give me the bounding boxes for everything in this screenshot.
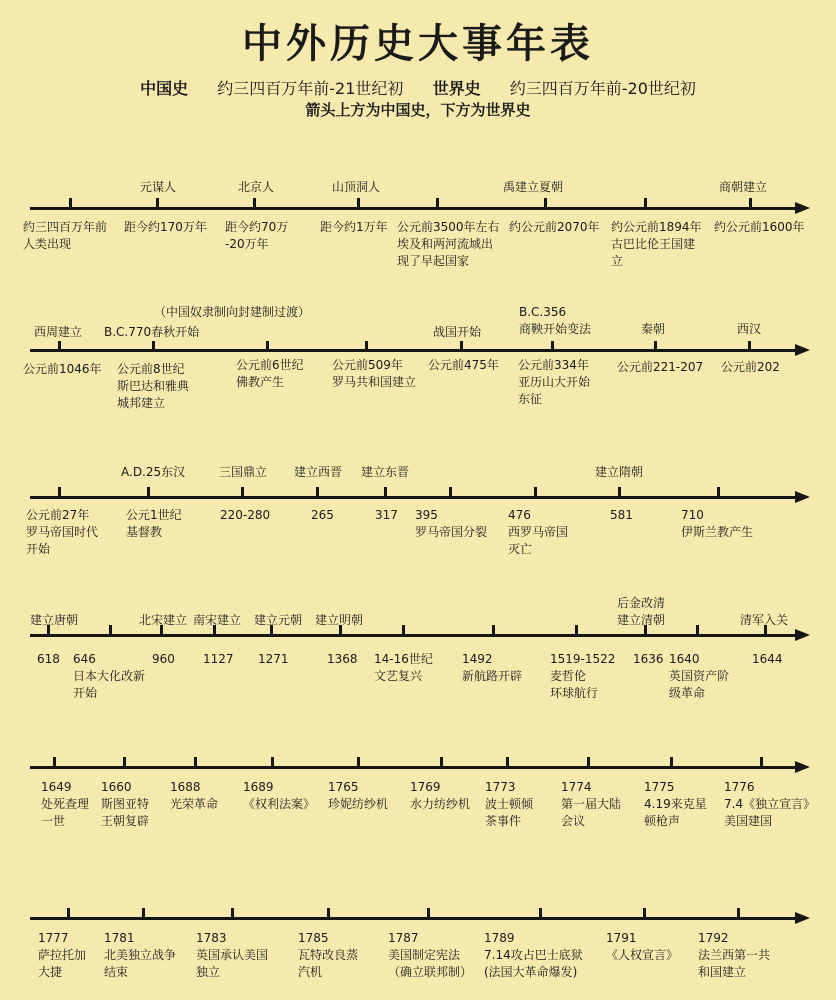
world-event-label: 1777 萨拉托加 大捷 [38, 931, 87, 979]
world-event-label: 1368 [327, 652, 358, 666]
world-event-label: 1781 北美独立战争 结束 [104, 931, 177, 979]
timeline-tick [748, 341, 751, 352]
timeline-tick [109, 625, 112, 636]
timeline-tick [737, 908, 740, 919]
china-event-label: 北京人 [238, 180, 275, 194]
world-event-label: 1785 瓦特改良蒸 汽机 [298, 931, 359, 979]
timeline-tick [760, 757, 763, 768]
china-event-label: 清军入关 [740, 613, 789, 627]
world-event-label: 476 西罗马帝国 灭亡 [508, 508, 569, 556]
world-event-label: 约公元前2070年 [509, 220, 600, 234]
world-event-label: 距今约70万 -20万年 [225, 220, 289, 251]
timeline-tick [316, 487, 319, 498]
timeline-tick [440, 757, 443, 768]
timeline-tick [587, 757, 590, 768]
world-event-label: 公元1世纪 基督教 [126, 508, 182, 539]
reading-note: 箭头上方为中国史，下方为世界史 [305, 101, 531, 119]
china-event-label: B.C.770春秋开始 [104, 325, 200, 339]
world-event-label: 1127 [203, 652, 234, 666]
timeline-tick [271, 757, 274, 768]
china-event-label: B.C.356 商鞅开始变法 [519, 305, 592, 336]
timeline-tick [231, 908, 234, 919]
timeline-tick [492, 625, 495, 636]
world-event-label: 1791 《人权宣言》 [606, 931, 679, 962]
china-event-label: 建立明朝 [315, 613, 364, 627]
timeline-tick [357, 757, 360, 768]
timeline-tick [152, 341, 155, 352]
timeline-tick [266, 341, 269, 352]
china-event-label: 北宋建立 [139, 613, 188, 627]
world-event-label: 581 [610, 508, 633, 522]
world-history-range: 约三四百万年前-20世纪初 [509, 79, 696, 98]
timeline-tick [384, 487, 387, 498]
timeline-tick [670, 757, 673, 768]
timeline-tick [357, 198, 360, 209]
timeline-tick [644, 198, 647, 209]
timeline-tick [253, 198, 256, 209]
china-event-label: 后金改清 建立清朝 [617, 596, 666, 627]
timeline-tick [327, 908, 330, 919]
world-event-label: 公元前3500年左右 埃及和两河流域出 现了早起国家 [397, 220, 500, 268]
timeline-tick [618, 487, 621, 498]
china-event-label: 三国鼎立 [219, 465, 268, 479]
world-event-label: 约公元前1894年 古巴比伦王国建 立 [611, 220, 702, 268]
world-event-label: 距今约1万年 [320, 220, 388, 234]
timeline-axis-3 [30, 496, 796, 499]
timeline-tick [53, 757, 56, 768]
timeline-tick [534, 487, 537, 498]
china-event-label: 建立东晋 [361, 465, 410, 479]
world-event-label: 710 伊斯兰教产生 [681, 508, 754, 539]
world-event-label: 14-16世纪 文艺复兴 [374, 652, 433, 683]
world-event-label: 960 [152, 652, 175, 666]
world-event-label: 220-280 [220, 508, 271, 522]
china-period-note: （中国奴隶制向封建制过渡） [154, 305, 311, 319]
timeline-tick [427, 908, 430, 919]
world-event-label: 1787 美国制定宪法 （确立联邦制） [388, 931, 473, 979]
china-event-label: 建立西晋 [294, 465, 343, 479]
world-event-label: 距今约170万年 [124, 220, 207, 234]
timeline-tick [241, 487, 244, 498]
world-event-label: 1765 珍妮纺纱机 [328, 780, 389, 811]
timeline-tick [575, 625, 578, 636]
china-event-label: 南宋建立 [193, 613, 242, 627]
timeline-axis-2 [30, 349, 796, 352]
world-event-label: 1271 [258, 652, 289, 666]
timeline-tick [449, 487, 452, 498]
world-event-label: 公元前509年 罗马共和国建立 [332, 358, 417, 389]
timeline-tick [654, 341, 657, 352]
china-history-label: 中国史 [140, 79, 189, 98]
china-event-label: 禹建立夏朝 [503, 180, 564, 194]
world-event-label: 约三四百万年前 人类出现 [23, 220, 108, 251]
world-event-label: 1775 4.19来克星 顿枪声 [644, 780, 707, 828]
world-event-label: 646 日本大化改新 开始 [73, 652, 146, 700]
world-event-label: 1776 7.4《独立宣言》 美国建国 [724, 780, 816, 828]
world-event-label: 317 [375, 508, 398, 522]
world-event-label: 公元前334年 亚历山大开始 东征 [518, 358, 591, 406]
world-event-label: 1769 水力纺纱机 [410, 780, 471, 811]
page-title: 中外历史大事年表 [242, 21, 594, 67]
china-event-label: A.D.25东汉 [121, 465, 186, 479]
timeline-tick [67, 908, 70, 919]
world-event-label: 公元前8世纪 斯巴达和雅典 城邦建立 [117, 362, 190, 410]
world-event-label: 公元前221-207 [617, 360, 704, 374]
china-event-label: 西汉 [737, 322, 762, 336]
world-event-label: 公元前6世纪 佛教产生 [236, 358, 304, 389]
world-event-label: 1783 英国承认美国 独立 [196, 931, 269, 979]
world-event-label: 1649 处死查理 一世 [41, 780, 90, 828]
world-event-label: 1773 波士顿倾 茶事件 [485, 780, 534, 828]
world-event-label: 公元前202 [721, 360, 780, 374]
timeline-tick [58, 341, 61, 352]
timeline-axis-4 [30, 634, 796, 637]
timeline-tick [147, 487, 150, 498]
china-event-label: 商朝建立 [719, 180, 768, 194]
china-event-label: 元谋人 [140, 180, 177, 194]
world-history-label: 世界史 [432, 79, 481, 98]
world-event-label: 公元前475年 [428, 358, 499, 372]
world-event-label: 1689 《权利法案》 [243, 780, 316, 811]
timeline-tick [460, 341, 463, 352]
world-event-label: 公元前27年 罗马帝国时代 开始 [26, 508, 99, 556]
timeline-tick [194, 757, 197, 768]
world-event-label: 1640 英国资产阶 级革命 [669, 652, 730, 700]
china-event-label: 山顶洞人 [332, 180, 381, 194]
world-event-label: 1636 [633, 652, 664, 666]
china-event-label: 西周建立 [34, 325, 83, 339]
world-event-label: 1792 法兰西第一共 和国建立 [698, 931, 771, 979]
china-event-label: 战国开始 [433, 325, 482, 339]
timeline-tick [643, 908, 646, 919]
timeline-tick [436, 198, 439, 209]
timeline-axis-5 [30, 766, 796, 769]
world-event-label: 265 [311, 508, 334, 522]
timeline-tick [58, 487, 61, 498]
world-event-label: 1519-1522 麦哲伦 环球航行 [550, 652, 616, 700]
china-event-label: 建立元朝 [254, 613, 303, 627]
timeline-tick [539, 908, 542, 919]
china-event-label: 秦朝 [641, 322, 666, 336]
timeline-tick [749, 198, 752, 209]
timeline-tick [696, 625, 699, 636]
world-event-label: 约公元前1600年 [714, 220, 805, 234]
timeline-tick [142, 908, 145, 919]
timeline-axis-1 [30, 207, 796, 210]
china-event-label: 建立隋朝 [595, 465, 644, 479]
china-history-range: 约三四百万年前-21世纪初 [217, 79, 404, 98]
timeline-tick [544, 198, 547, 209]
world-event-label: 1688 光荣革命 [170, 780, 219, 811]
timeline-tick [506, 757, 509, 768]
timeline-tick [551, 341, 554, 352]
world-event-label: 1789 7.14攻占巴士底狱 (法国大革命爆发) [484, 931, 583, 979]
timeline-tick [717, 487, 720, 498]
timeline-tick [365, 341, 368, 352]
timeline-tick [402, 625, 405, 636]
subtitle [0, 76, 836, 99]
world-event-label: 公元前1046年 [23, 362, 102, 376]
timeline-tick [156, 198, 159, 209]
world-event-label: 1660 斯图亚特 王朝复辟 [101, 780, 150, 828]
world-event-label: 1774 第一届大陆 会议 [561, 780, 622, 828]
world-event-label: 1492 新航路开辟 [462, 652, 523, 683]
timeline-tick [69, 198, 72, 209]
world-event-label: 618 [37, 652, 60, 666]
china-event-label: 建立唐朝 [30, 613, 79, 627]
world-event-label: 395 罗马帝国分裂 [415, 508, 488, 539]
timeline-tick [123, 757, 126, 768]
world-event-label: 1644 [752, 652, 783, 666]
